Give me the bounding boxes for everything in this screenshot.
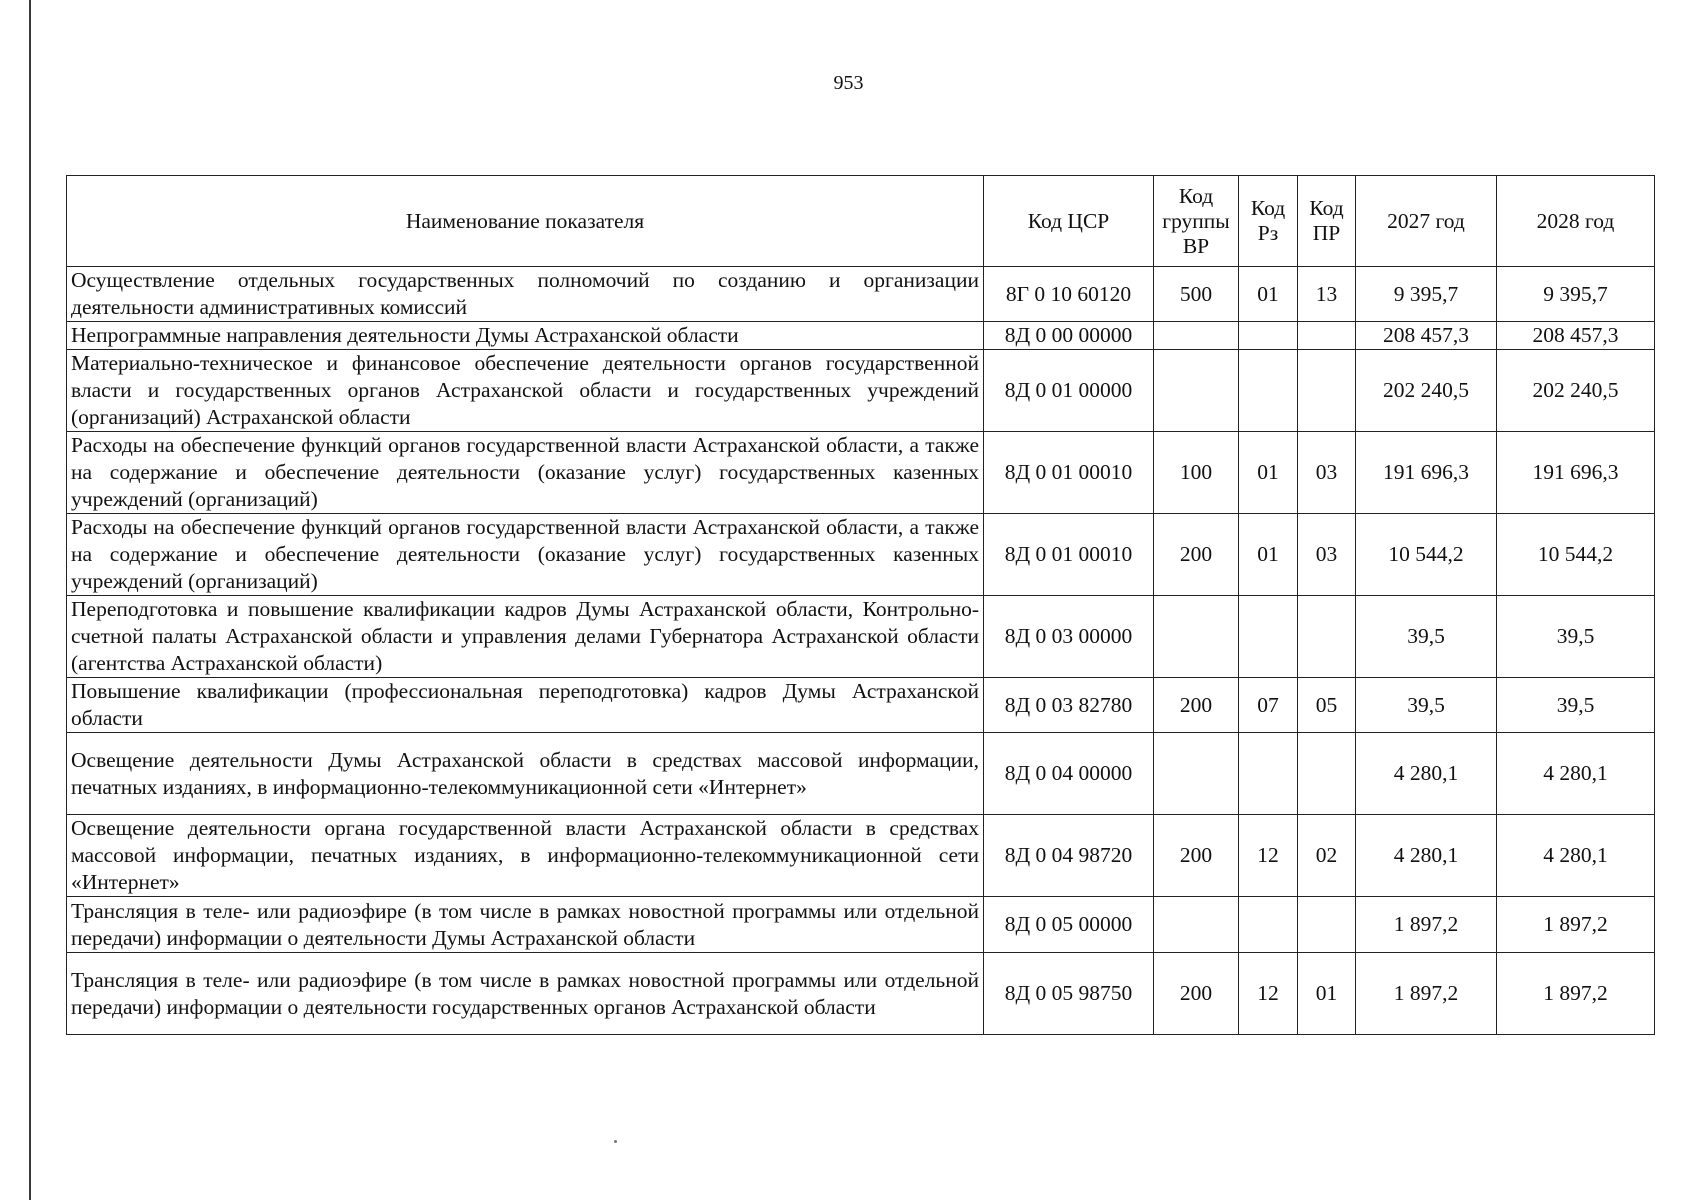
cell-name: Переподготовка и повышение квалификации кадров Думы Астраханской области, Контрольно-счетной палаты Астраханской области и управления делами Губернатора Астраханской области (агентства Астраханской области) — [67, 596, 984, 678]
cell-amount-2027: 39,5 — [1356, 596, 1497, 678]
table-row — [67, 267, 1655, 322]
cell-amount-2028: 39,5 — [1497, 596, 1655, 678]
cell-vr-code — [1154, 350, 1239, 432]
cell-name: Трансляция в теле- или радиоэфире (в том числе в рамках новостной программы или отдельной передачи) информации о деятельности Думы Астраханской области — [67, 897, 984, 953]
cell-amount-2028: 1 897,2 — [1497, 953, 1655, 1035]
header-year-2028: 2028 год — [1497, 176, 1655, 267]
cell-pr-code — [1298, 596, 1356, 678]
cell-amount-2028: 39,5 — [1497, 678, 1655, 733]
cell-name: Освещение деятельности Думы Астраханской области в средствах массовой информации, печатных изданиях, в информационно-телекоммуникационной сети «Интернет» — [67, 733, 984, 815]
cell-vr-code — [1154, 322, 1239, 350]
table-row — [67, 322, 1655, 350]
cell-vr-code: 200 — [1154, 953, 1239, 1035]
cell-csr-code: 8Д 0 05 98750 — [984, 953, 1154, 1035]
cell-vr-code — [1154, 733, 1239, 815]
cell-csr-code: 8Д 0 03 00000 — [984, 596, 1154, 678]
cell-pr-code: 13 — [1298, 267, 1356, 322]
header-vr-group-code: Код группы ВР — [1154, 176, 1239, 267]
table-row — [67, 953, 1655, 1035]
header-pr-code: Код ПР — [1298, 176, 1356, 267]
cell-pr-code: 01 — [1298, 953, 1356, 1035]
page-number: 953 — [833, 72, 864, 94]
cell-amount-2028: 191 696,3 — [1497, 432, 1655, 514]
cell-amount-2027: 39,5 — [1356, 678, 1497, 733]
cell-csr-code: 8Д 0 04 98720 — [984, 815, 1154, 897]
cell-amount-2028: 4 280,1 — [1497, 733, 1655, 815]
cell-csr-code: 8Д 0 00 00000 — [984, 322, 1154, 350]
cell-pr-code: 02 — [1298, 815, 1356, 897]
cell-rz-code: 01 — [1239, 267, 1298, 322]
cell-rz-code: 01 — [1239, 514, 1298, 596]
cell-vr-code: 100 — [1154, 432, 1239, 514]
header-rz-code: Код Рз — [1239, 176, 1298, 267]
cell-rz-code: 12 — [1239, 815, 1298, 897]
cell-csr-code: 8Д 0 01 00010 — [984, 514, 1154, 596]
header-year-2027: 2027 год — [1356, 176, 1497, 267]
cell-rz-code: 12 — [1239, 953, 1298, 1035]
page-edge-line — [29, 0, 31, 1200]
cell-pr-code — [1298, 350, 1356, 432]
table-row — [67, 596, 1655, 678]
cell-rz-code — [1239, 897, 1298, 953]
cell-name: Материально-техническое и финансовое обеспечение деятельности органов государственной власти и государственных органов Астраханской области и государственных учреждений (организаций) Астраханской области — [67, 350, 984, 432]
cell-amount-2028: 202 240,5 — [1497, 350, 1655, 432]
cell-amount-2028: 9 395,7 — [1497, 267, 1655, 322]
cell-amount-2027: 208 457,3 — [1356, 322, 1497, 350]
cell-name: Непрограммные направления деятельности Думы Астраханской области — [67, 322, 984, 350]
cell-amount-2027: 9 395,7 — [1356, 267, 1497, 322]
cell-amount-2027: 1 897,2 — [1356, 897, 1497, 953]
cell-pr-code — [1298, 733, 1356, 815]
cell-vr-code: 200 — [1154, 678, 1239, 733]
cell-name: Осуществление отдельных государственных полномочий по созданию и организации деятельности административных комиссий — [67, 267, 984, 322]
table-row — [67, 815, 1655, 897]
cell-amount-2027: 1 897,2 — [1356, 953, 1497, 1035]
cell-rz-code — [1239, 733, 1298, 815]
cell-amount-2027: 202 240,5 — [1356, 350, 1497, 432]
cell-csr-code: 8Д 0 04 00000 — [984, 733, 1154, 815]
cell-csr-code: 8Д 0 01 00000 — [984, 350, 1154, 432]
cell-amount-2028: 1 897,2 — [1497, 897, 1655, 953]
cell-amount-2028: 208 457,3 — [1497, 322, 1655, 350]
cell-name: Трансляция в теле- или радиоэфире (в том числе в рамках новостной программы или отдельной передачи) информации о деятельности государственных органов Астраханской области — [67, 953, 984, 1035]
cell-amount-2028: 10 544,2 — [1497, 514, 1655, 596]
cell-pr-code: 05 — [1298, 678, 1356, 733]
table-header-row — [67, 176, 1655, 267]
cell-vr-code — [1154, 596, 1239, 678]
table-row — [67, 432, 1655, 514]
cell-csr-code: 8Д 0 03 82780 — [984, 678, 1154, 733]
cell-rz-code: 07 — [1239, 678, 1298, 733]
cell-amount-2027: 10 544,2 — [1356, 514, 1497, 596]
cell-csr-code: 8Д 0 05 00000 — [984, 897, 1154, 953]
cell-amount-2027: 4 280,1 — [1356, 815, 1497, 897]
cell-pr-code: 03 — [1298, 514, 1356, 596]
cell-amount-2027: 191 696,3 — [1356, 432, 1497, 514]
header-csr-code: Код ЦСР — [984, 176, 1154, 267]
header-name: Наименование показателя — [67, 176, 984, 267]
cell-name: Расходы на обеспечение функций органов государственной власти Астраханской области, а также на содержание и обеспечение деятельности (оказание услуг) государственных казенных учреждений (организаций) — [67, 514, 984, 596]
cell-name: Освещение деятельности органа государственной власти Астраханской области в средствах массовой информации, печатных изданиях, в информационно-телекоммуникационной сети «Интернет» — [67, 815, 984, 897]
cell-rz-code — [1239, 350, 1298, 432]
cell-csr-code: 8Д 0 01 00010 — [984, 432, 1154, 514]
cell-vr-code: 200 — [1154, 514, 1239, 596]
cell-csr-code: 8Г 0 10 60120 — [984, 267, 1154, 322]
table-body — [67, 267, 1655, 1035]
stray-dot-mark — [614, 1140, 617, 1143]
cell-amount-2028: 4 280,1 — [1497, 815, 1655, 897]
budget-table — [66, 175, 1655, 1035]
cell-vr-code: 500 — [1154, 267, 1239, 322]
cell-pr-code: 03 — [1298, 432, 1356, 514]
table-row — [67, 733, 1655, 815]
cell-rz-code — [1239, 596, 1298, 678]
cell-vr-code: 200 — [1154, 815, 1239, 897]
cell-name: Расходы на обеспечение функций органов государственной власти Астраханской области, а также на содержание и обеспечение деятельности (оказание услуг) государственных казенных учреждений (организаций) — [67, 432, 984, 514]
table-row — [67, 897, 1655, 953]
cell-pr-code — [1298, 897, 1356, 953]
cell-name: Повышение квалификации (профессиональная переподготовка) кадров Думы Астраханской области — [67, 678, 984, 733]
cell-amount-2027: 4 280,1 — [1356, 733, 1497, 815]
cell-vr-code — [1154, 897, 1239, 953]
cell-rz-code — [1239, 322, 1298, 350]
table-row — [67, 350, 1655, 432]
cell-pr-code — [1298, 322, 1356, 350]
cell-rz-code: 01 — [1239, 432, 1298, 514]
table-row — [67, 514, 1655, 596]
table-row — [67, 678, 1655, 733]
